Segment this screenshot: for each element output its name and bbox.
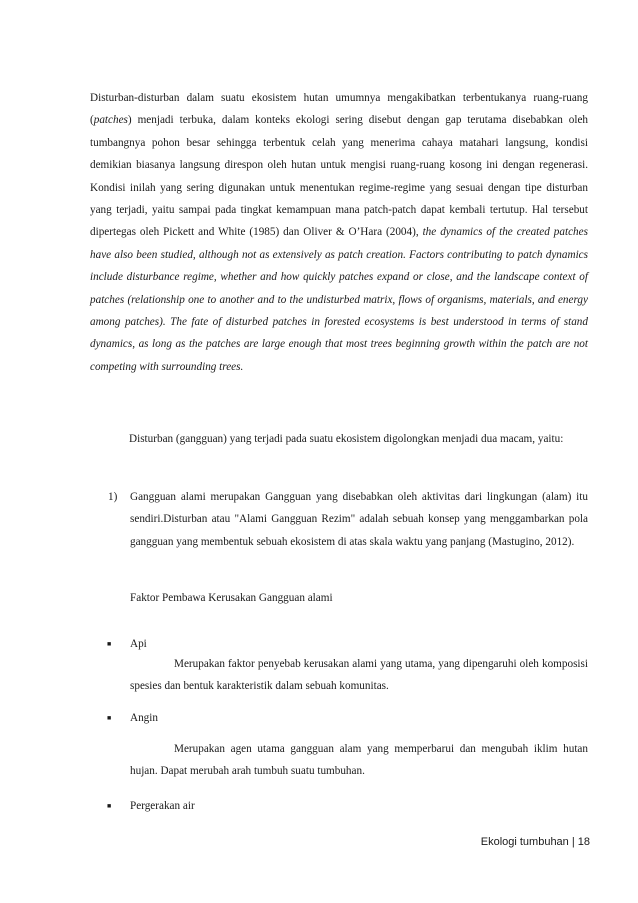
list-item-number: 1) xyxy=(108,491,118,503)
square-bullet-icon: ■ xyxy=(107,714,112,722)
patches-term: patches xyxy=(93,114,128,127)
paragraph1-normal-text-2: ) menjadi terbuka, dalam konteks ekologi sering disebut dengan gap terutama disebabkan oleh tumbangnya pohon besar sehingga terbentuk celah yang menerima cahaya matahari langsung, kondisi demikian biasanya langsung direspon oleh hutan untuk mengisi ruang-ruang kosong ini dengan regenerasi. Kondisi inilah yang sering digunakan untuk menentukan regime-regime yang sesuai dengan tipe disturban yang terjadi, yaitu sampai pada tingkat kemampuan mana patch-patch dapat kembali tertutup. Hal tersebut dipertegas oleh Pickett and White (1985) dan Oliver & O’Hara (2004), xyxy=(90,114,588,239)
factor-label-water: Pergerakan air xyxy=(130,800,195,812)
factor-label-wind: Angin xyxy=(130,712,158,724)
paragraph1-normal-text: Disturban-disturban dalam suatu ekosistem hutan umumnya mengakibatkan terbentukanya ruang-ruang ( xyxy=(90,92,588,127)
paragraph1-italic-quote: the dynamics of the created patches have also been studied, although not as extensively as patch creation. Factors contributing to patch dynamics include disturbance regime, whether and how quickly patches expand or close, and the landscape context of patches (relationship one to another and to the undisturbed matrix, flows of organisms, materials, and energy among patches). The fate of disturbed patches in forested ecosystems is best understood in terms of stand dynamics, as long as the patches are large enough that most trees beginning growth within the patch are not competing with surrounding trees. xyxy=(90,226,588,373)
factor-description-fire: Merupakan faktor penyebab kerusakan alami yang utama, yang dipengaruhi oleh komposisi spesies dan bentuk karakteristik dalam sebuah komunitas. xyxy=(130,658,588,693)
page-footer: Ekologi tumbuhan | 18 xyxy=(480,836,590,848)
paragraph-disturbance-types: Disturban (gangguan) yang terjadi pada suatu ekosistem digolongkan menjadi dua macam, yaitu: xyxy=(129,433,564,445)
square-bullet-icon: ■ xyxy=(107,802,112,810)
list-item-natural-disturbance: Gangguan alami merupakan Gangguan yang disebabkan oleh aktivitas dari lingkungan (alam) itu sendiri.Disturban atau "Alami Gangguan Rezim" adalah sebuah konsep yang menggambarkan pola gangguan yang membentuk sebuah ekosistem di atas skala waktu yang panjang (Mastugino, 2012). xyxy=(130,491,588,548)
square-bullet-icon: ■ xyxy=(107,640,112,648)
factor-label-fire: Api xyxy=(130,638,147,650)
paragraph-disturbance-patches xyxy=(90,87,588,378)
factor-description-wind: Merupakan agen utama gangguan alam yang memperbarui dan mengubah iklim hutan hujan. Dapat merubah arah tumbuh suatu tumbuhan. xyxy=(130,743,588,778)
factors-heading: Faktor Pembawa Kerusakan Gangguan alami xyxy=(130,592,333,604)
